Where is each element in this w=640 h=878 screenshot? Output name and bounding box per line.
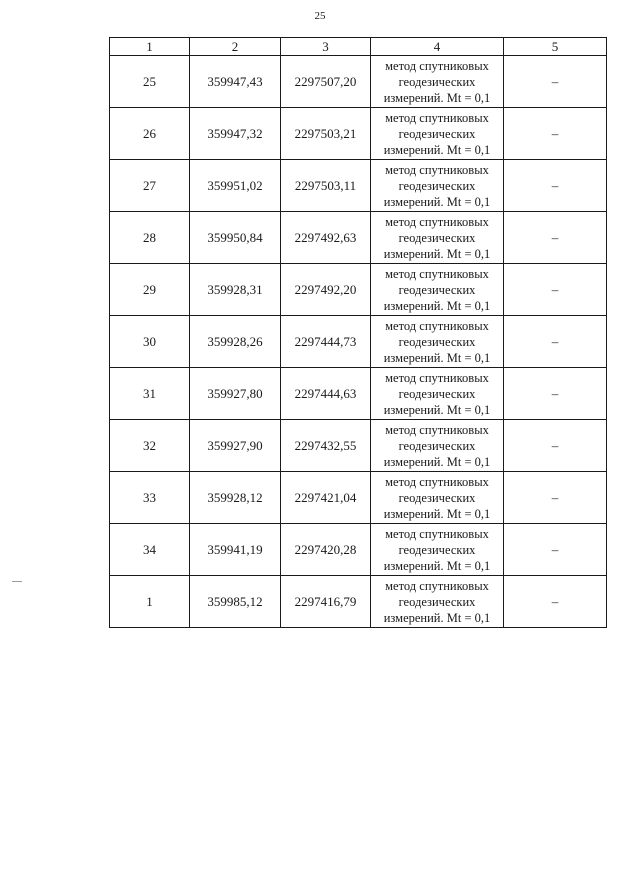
method-line: метод спутниковых bbox=[385, 214, 489, 229]
method-line: измерений. Mt = 0,1 bbox=[383, 298, 491, 313]
header-col-1: 1 bbox=[110, 38, 190, 56]
x-coordinate-cell: 359947,43 bbox=[190, 56, 281, 108]
note-cell: – bbox=[504, 212, 607, 264]
y-coordinate-cell: 2297507,20 bbox=[281, 56, 371, 108]
y-coordinate-cell: 2297444,63 bbox=[281, 368, 371, 420]
table-row bbox=[110, 212, 607, 264]
coordinates-table bbox=[109, 37, 607, 628]
y-coordinate-cell: 2297416,79 bbox=[281, 576, 371, 628]
method-line: измерений. Mt = 0,1 bbox=[383, 350, 491, 365]
method-line: метод спутниковых bbox=[385, 370, 489, 385]
header-col-5: 5 bbox=[504, 38, 607, 56]
table-row bbox=[110, 420, 607, 472]
method-line: метод спутниковых bbox=[385, 474, 489, 489]
note-cell: – bbox=[504, 160, 607, 212]
y-coordinate-cell: 2297420,28 bbox=[281, 524, 371, 576]
note-cell: – bbox=[504, 576, 607, 628]
y-coordinate-cell: 2297421,04 bbox=[281, 472, 371, 524]
method-line: геодезических bbox=[398, 74, 476, 89]
method-line: геодезических bbox=[398, 438, 476, 453]
table-header bbox=[110, 38, 607, 56]
method-line: измерений. Mt = 0,1 bbox=[383, 142, 491, 157]
table-row bbox=[110, 368, 607, 420]
method-line: геодезических bbox=[398, 230, 476, 245]
method-cell bbox=[371, 576, 504, 628]
header-row bbox=[110, 38, 607, 56]
point-number-cell: 32 bbox=[110, 420, 190, 472]
table-row bbox=[110, 108, 607, 160]
page-number: 25 bbox=[314, 10, 326, 22]
y-coordinate-cell: 2297503,11 bbox=[281, 160, 371, 212]
table-row bbox=[110, 472, 607, 524]
method-cell bbox=[371, 212, 504, 264]
point-number-cell: 34 bbox=[110, 524, 190, 576]
point-number-cell: 31 bbox=[110, 368, 190, 420]
y-coordinate-cell: 2297503,21 bbox=[281, 108, 371, 160]
x-coordinate-cell: 359927,80 bbox=[190, 368, 281, 420]
margin-mark bbox=[12, 581, 22, 582]
method-cell bbox=[371, 264, 504, 316]
method-line: метод спутниковых bbox=[385, 526, 489, 541]
method-line: метод спутниковых bbox=[385, 162, 489, 177]
method-line: геодезических bbox=[398, 594, 476, 609]
method-line: измерений. Mt = 0,1 bbox=[383, 558, 491, 573]
method-cell bbox=[371, 56, 504, 108]
x-coordinate-cell: 359951,02 bbox=[190, 160, 281, 212]
table-row bbox=[110, 576, 607, 628]
method-cell bbox=[371, 108, 504, 160]
note-cell: – bbox=[504, 316, 607, 368]
note-cell: – bbox=[504, 420, 607, 472]
x-coordinate-cell: 359928,12 bbox=[190, 472, 281, 524]
method-line: измерений. Mt = 0,1 bbox=[383, 402, 491, 417]
method-line: метод спутниковых bbox=[385, 578, 489, 593]
method-line: геодезических bbox=[398, 386, 476, 401]
method-line: метод спутниковых bbox=[385, 58, 489, 73]
method-line: метод спутниковых bbox=[385, 318, 489, 333]
x-coordinate-cell: 359985,12 bbox=[190, 576, 281, 628]
table-row bbox=[110, 160, 607, 212]
method-cell bbox=[371, 420, 504, 472]
note-cell: – bbox=[504, 368, 607, 420]
point-number-cell: 26 bbox=[110, 108, 190, 160]
point-number-cell: 29 bbox=[110, 264, 190, 316]
point-number-cell: 27 bbox=[110, 160, 190, 212]
header-col-2: 2 bbox=[190, 38, 281, 56]
method-line: геодезических bbox=[398, 282, 476, 297]
method-cell bbox=[371, 472, 504, 524]
y-coordinate-cell: 2297492,63 bbox=[281, 212, 371, 264]
method-line: измерений. Mt = 0,1 bbox=[383, 194, 491, 209]
method-line: измерений. Mt = 0,1 bbox=[383, 610, 491, 625]
method-line: метод спутниковых bbox=[385, 110, 489, 125]
method-line: измерений. Mt = 0,1 bbox=[383, 506, 491, 521]
method-line: метод спутниковых bbox=[385, 266, 489, 281]
method-line: измерений. Mt = 0,1 bbox=[383, 246, 491, 261]
table-row bbox=[110, 56, 607, 108]
note-cell: – bbox=[504, 264, 607, 316]
method-line: геодезических bbox=[398, 334, 476, 349]
header-col-4: 4 bbox=[371, 38, 504, 56]
method-cell bbox=[371, 160, 504, 212]
y-coordinate-cell: 2297492,20 bbox=[281, 264, 371, 316]
method-line: измерений. Mt = 0,1 bbox=[383, 90, 491, 105]
x-coordinate-cell: 359941,19 bbox=[190, 524, 281, 576]
point-number-cell: 28 bbox=[110, 212, 190, 264]
method-cell bbox=[371, 524, 504, 576]
x-coordinate-cell: 359950,84 bbox=[190, 212, 281, 264]
method-cell bbox=[371, 316, 504, 368]
note-cell: – bbox=[504, 524, 607, 576]
y-coordinate-cell: 2297444,73 bbox=[281, 316, 371, 368]
point-number-cell: 33 bbox=[110, 472, 190, 524]
table-row bbox=[110, 316, 607, 368]
point-number-cell: 30 bbox=[110, 316, 190, 368]
x-coordinate-cell: 359928,26 bbox=[190, 316, 281, 368]
note-cell: – bbox=[504, 108, 607, 160]
table-body bbox=[110, 56, 607, 628]
method-line: геодезических bbox=[398, 178, 476, 193]
x-coordinate-cell: 359947,32 bbox=[190, 108, 281, 160]
x-coordinate-cell: 359928,31 bbox=[190, 264, 281, 316]
point-number-cell: 1 bbox=[110, 576, 190, 628]
y-coordinate-cell: 2297432,55 bbox=[281, 420, 371, 472]
header-col-3: 3 bbox=[281, 38, 371, 56]
method-line: измерений. Mt = 0,1 bbox=[383, 454, 491, 469]
method-cell bbox=[371, 368, 504, 420]
note-cell: – bbox=[504, 472, 607, 524]
point-number-cell: 25 bbox=[110, 56, 190, 108]
method-line: геодезических bbox=[398, 490, 476, 505]
method-line: геодезических bbox=[398, 542, 476, 557]
method-line: метод спутниковых bbox=[385, 422, 489, 437]
method-line: геодезических bbox=[398, 126, 476, 141]
table-row bbox=[110, 264, 607, 316]
note-cell: – bbox=[504, 56, 607, 108]
table-row bbox=[110, 524, 607, 576]
x-coordinate-cell: 359927,90 bbox=[190, 420, 281, 472]
